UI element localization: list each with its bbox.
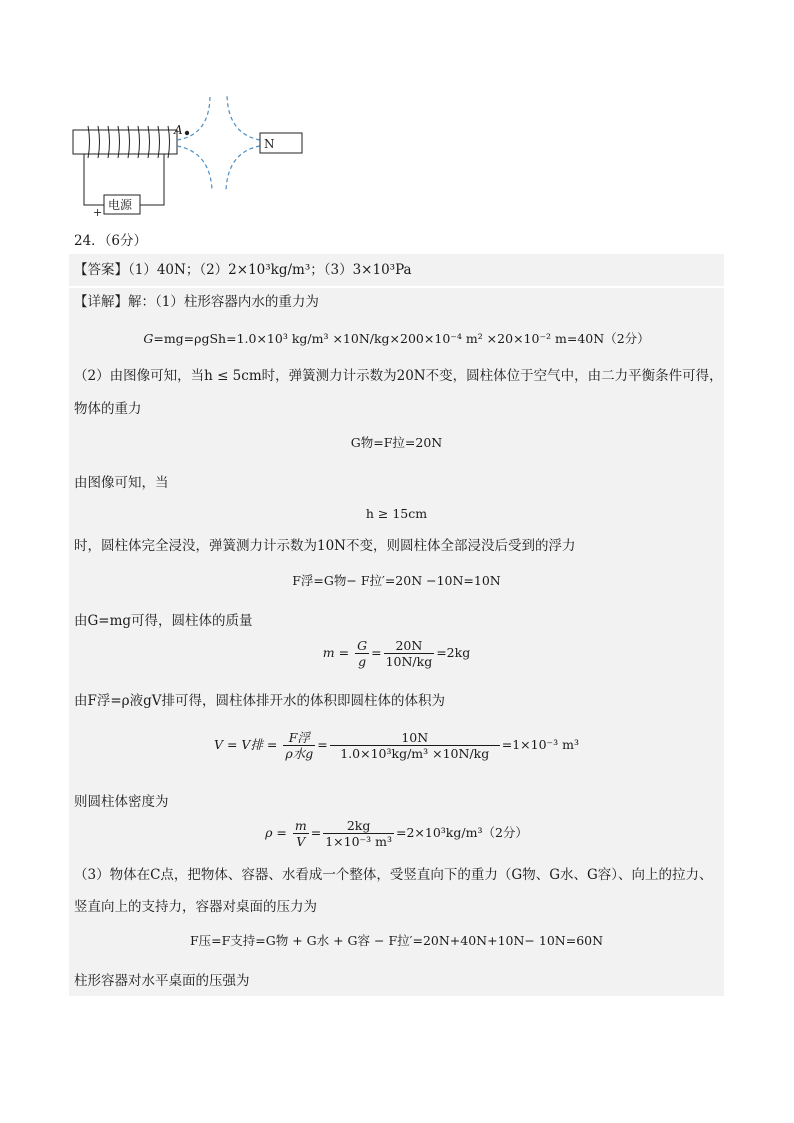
fraction-20n-over-10nkg: $\frac{20N}{10N/kg}$ bbox=[385, 638, 433, 669]
fraction-10n-over-rho-g-value: $\frac{10N}{\text{1.0×10³kg/m³ ×10N/kg}}$ bbox=[330, 730, 500, 761]
equation-buoyancy: F浮=G物− F拉′=20N −10N=10N bbox=[292, 573, 501, 588]
equation-mass: m = $\frac{G}{g}$ = $\frac{20N}{10N/kg}$ =2kg bbox=[322, 638, 471, 669]
plus-sign: + bbox=[93, 206, 103, 219]
answer-text: （1）40N；（2）2×10³kg/m³；（3）3×10³Pa bbox=[128, 262, 412, 278]
graph-condition-line: 由图像可知，当 bbox=[74, 475, 169, 491]
magnet-n-label: N bbox=[264, 137, 275, 151]
equation-pressure-force: F压=F支持=G物 + G水 + G容 − F拉′=20N+40N+10N− 10N=60N bbox=[189, 933, 604, 948]
volume-intro-line: 由F浮=ρ液gV排可得，圆柱体排开水的体积即圆柱体的体积为 bbox=[74, 693, 446, 709]
point-a-label: A bbox=[174, 123, 183, 137]
fraction-2kg-over-volume: $\frac{2kg}{\text{1×10⁻³ m³}}$ bbox=[325, 818, 392, 849]
answer-label: 【答案】 bbox=[74, 262, 128, 278]
fraction-m-over-v: $\frac{m}{V}$ bbox=[294, 818, 307, 849]
point-a-dot bbox=[185, 131, 189, 135]
equation-height-condition: h ≥ 15cm bbox=[365, 506, 428, 521]
equation-density: ρ = $\frac{m}{V}$ = $\frac{2kg}{\text{1×10⁻³ m³}}$ =2×10³kg/m³（2分） bbox=[265, 818, 528, 849]
part3-line2: 竖直向上的支持力，容器对桌面的压力为 bbox=[74, 899, 317, 915]
part2-line2: 物体的重力 bbox=[74, 401, 142, 417]
density-intro-line: 则圆柱体密度为 bbox=[74, 794, 169, 810]
detail-intro-line bbox=[74, 293, 319, 311]
equation-object-weight: G物=F拉=20N bbox=[350, 435, 443, 450]
mass-intro-line: 由G=mg可得，圆柱体的质量 bbox=[74, 613, 253, 629]
detail-intro: 解：（1）柱形容器内水的重力为 bbox=[128, 294, 319, 310]
fraction-buoyancy-over-rho-g: $\frac{\text{F浮}}{\text{ρ水g}}$ bbox=[285, 730, 314, 761]
detail-label: 【详解】 bbox=[74, 294, 128, 310]
solenoid-coils bbox=[88, 126, 170, 158]
equation-water-weight: G=mg=ρgSh=1.0×10³ kg/m³ ×10N/kg×200×10⁻⁴ m² ×20×10⁻² m=40N（2分） bbox=[143, 331, 650, 346]
magnetic-field-lines bbox=[177, 95, 260, 190]
submerged-line: 时，圆柱体完全浸没，弹簧测力计示数为10N不变，则圆柱体全部浸没后受到的浮力 bbox=[74, 538, 576, 554]
pressure-intro-line: 柱形容器对水平桌面的压强为 bbox=[74, 973, 250, 989]
answer-line bbox=[74, 261, 412, 279]
fraction-g-over-g: $\frac{G}{g}$ bbox=[357, 638, 368, 669]
part3-line1: （3）物体在C点，把物体、容器、水看成一个整体，受竖直向下的重力（G物、G水、G容）、向上的拉力、 bbox=[74, 867, 713, 883]
electromagnet-diagram bbox=[60, 90, 320, 225]
part2-line1: （2）由图像可知，当h ≤ 5cm时，弹簧测力计示数为20N不变，圆柱体位于空气中，由二力平衡条件可得， bbox=[74, 368, 723, 384]
power-source-label: 电源 bbox=[108, 198, 133, 212]
equation-volume: V = V排 = $\frac{\text{F浮}}{\text{ρ水g}}$ = $\frac{10N}{\text{1.0×10³kg/m³ ×10N/kg}}$ =1×10⁻³ m³ bbox=[213, 730, 579, 761]
question-title: 24．（6分） bbox=[74, 233, 148, 249]
